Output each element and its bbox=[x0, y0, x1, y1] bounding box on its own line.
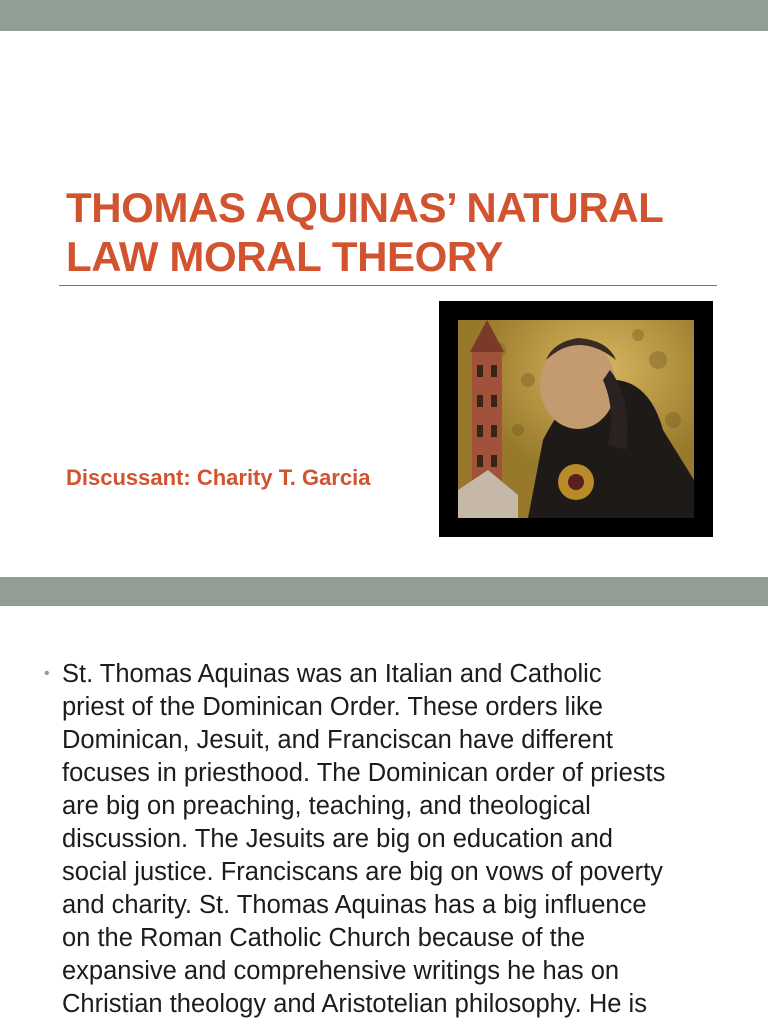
slide-divider-band bbox=[0, 577, 768, 606]
text-line: St. Thomas Aquinas was an Italian and Catholic bbox=[62, 660, 602, 688]
slide-title bbox=[66, 183, 716, 281]
portrait-image bbox=[439, 301, 713, 537]
title-line-2: LAW MORAL THEORY bbox=[66, 233, 503, 280]
title-underline bbox=[59, 285, 717, 286]
bullet-marker: • bbox=[44, 665, 50, 682]
bullet-paragraph bbox=[62, 658, 762, 1021]
text-line: on the Roman Catholic Church because of the bbox=[62, 924, 586, 952]
title-line-1: THOMAS AQUINAS’ NATURAL bbox=[66, 184, 664, 231]
discussant-label: Discussant: Charity T. Garcia bbox=[66, 465, 371, 490]
text-line: expansive and comprehensive writings he has on bbox=[62, 957, 620, 985]
text-line: priest of the Dominican Order. These orders like bbox=[62, 693, 603, 721]
text-line: are big on preaching, teaching, and theological bbox=[62, 792, 591, 820]
text-line: focuses in priesthood. The Dominican order of priests bbox=[62, 759, 666, 787]
top-band bbox=[0, 0, 768, 31]
text-line: Dominican, Jesuit, and Franciscan have different bbox=[62, 726, 613, 754]
text-line: social justice. Franciscans are big on vows of poverty bbox=[62, 858, 663, 886]
text-line: and charity. St. Thomas Aquinas has a big influence bbox=[62, 891, 647, 919]
text-line: Christian theology and Aristotelian philosophy. He is bbox=[62, 990, 647, 1018]
text-line: discussion. The Jesuits are big on education and bbox=[62, 825, 613, 853]
aquinas-portrait bbox=[458, 320, 694, 518]
